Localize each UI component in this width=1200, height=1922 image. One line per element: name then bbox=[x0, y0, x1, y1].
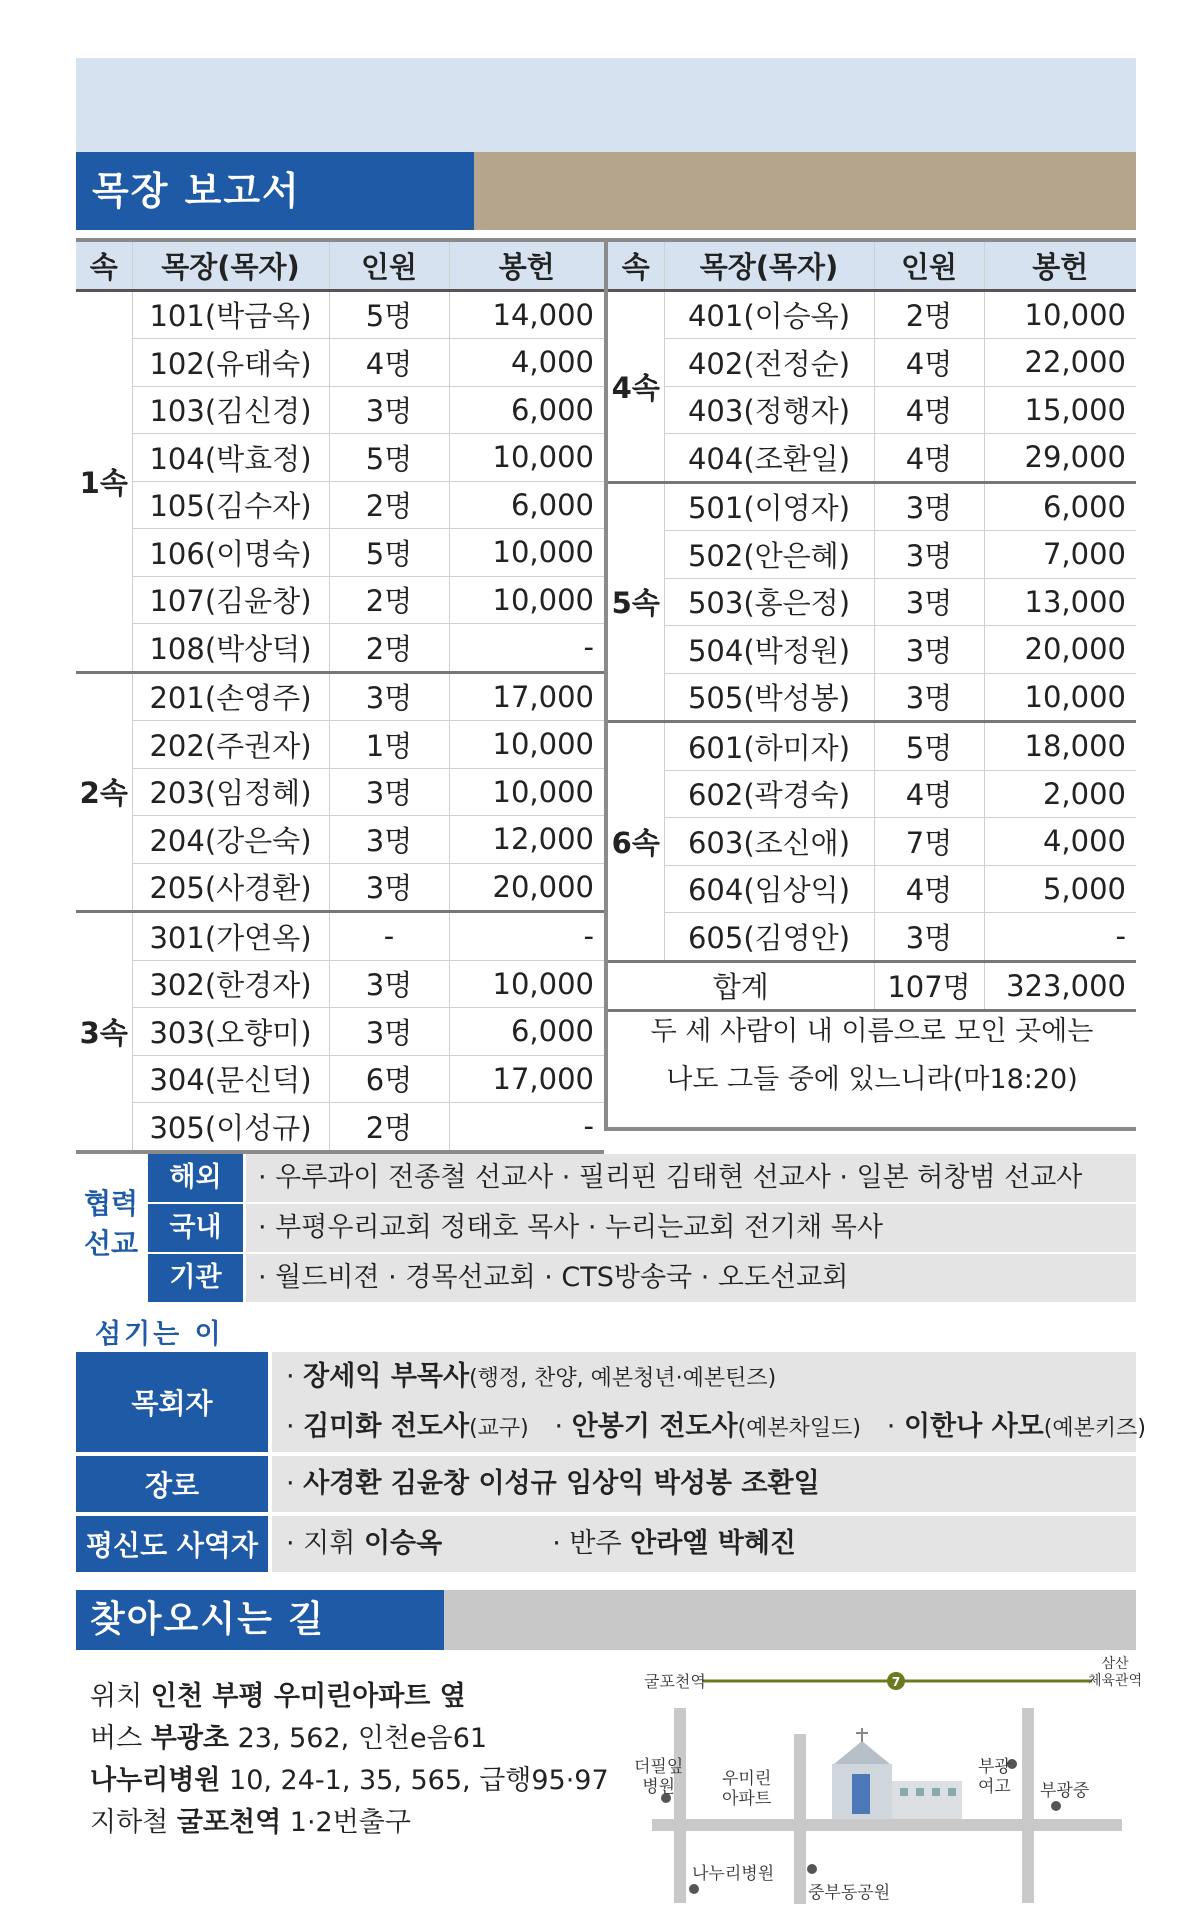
directions-bus bbox=[90, 1718, 609, 1760]
table-row bbox=[608, 818, 1136, 866]
mokjang-name: 301(가연옥) bbox=[132, 912, 329, 961]
directions-text bbox=[90, 1676, 609, 1844]
staff-row-lay bbox=[76, 1516, 1136, 1572]
table-row bbox=[76, 863, 604, 912]
mokjang-name: 404(조환일) bbox=[664, 434, 874, 483]
staff-label-pastors: 목회자 bbox=[76, 1352, 268, 1452]
mission-row-organization bbox=[148, 1254, 1136, 1302]
pastor-name: 장세익 부목사 bbox=[303, 1361, 470, 1392]
top-banner bbox=[76, 58, 1136, 154]
people-count: 3명 bbox=[329, 672, 449, 721]
offering-amount: 10,000 bbox=[449, 960, 604, 1008]
directions-title: 찾아오시는 길 bbox=[76, 1590, 444, 1650]
people-count: 3명 bbox=[874, 578, 984, 626]
mokjang-name: 102(유태숙) bbox=[132, 339, 329, 387]
report-table bbox=[76, 238, 1136, 1145]
people-count: 4명 bbox=[874, 386, 984, 434]
header-sok: 속 bbox=[608, 240, 664, 290]
offering-amount: 12,000 bbox=[449, 816, 604, 864]
map-label-hospital-park: 더필잎 병원 bbox=[634, 1757, 684, 1797]
map-station-right: 삼산 체육관역 bbox=[1088, 1656, 1143, 1689]
report-title-bar bbox=[76, 152, 1136, 230]
table-row bbox=[76, 339, 604, 387]
table-row bbox=[76, 576, 604, 624]
table-row bbox=[76, 624, 604, 673]
pastor-name: 안봉기 전도사 bbox=[571, 1411, 738, 1442]
road-east bbox=[1022, 1708, 1034, 1903]
mokjang-name: 304(문신덕) bbox=[132, 1055, 329, 1103]
directions-subway bbox=[90, 1802, 609, 1844]
report-title: 목장 보고서 bbox=[76, 152, 474, 230]
people-count: 3명 bbox=[874, 531, 984, 579]
mokjang-name: 501(이영자) bbox=[664, 482, 874, 531]
offering-amount: 18,000 bbox=[984, 722, 1136, 771]
map-label-girls-high: 부광 여고 bbox=[978, 1757, 1011, 1797]
mokjang-name: 505(박성봉) bbox=[664, 673, 874, 722]
table-row bbox=[76, 672, 604, 721]
people-count: 3명 bbox=[329, 863, 449, 912]
mokjang-name: 103(김신경) bbox=[132, 386, 329, 434]
mokjang-name: 403(정행자) bbox=[664, 386, 874, 434]
offering-amount: 5,000 bbox=[984, 865, 1136, 913]
subway-prefix: 지하철 bbox=[90, 1807, 169, 1838]
mission-row-label: 해외 bbox=[148, 1154, 243, 1202]
quote-line-2: 나도 그들 중에 있느니라(마18:20) bbox=[666, 1064, 1078, 1095]
offering-amount: 17,000 bbox=[449, 1055, 604, 1103]
poi-dot bbox=[1051, 1801, 1061, 1811]
mokjang-name: 106(이명숙) bbox=[132, 529, 329, 577]
offering-amount: 10,000 bbox=[449, 434, 604, 482]
scripture-quote bbox=[608, 986, 1136, 1131]
staff-row-pastors bbox=[76, 1352, 1146, 1452]
directions-location bbox=[90, 1676, 609, 1718]
table-row bbox=[608, 482, 1136, 531]
mokjang-name: 402(전정순) bbox=[664, 339, 874, 387]
table-row bbox=[608, 626, 1136, 674]
group-label: 4속 bbox=[608, 290, 664, 482]
map-label-nanuri: 나누리병원 bbox=[692, 1864, 775, 1884]
mokjang-name: 105(김수자) bbox=[132, 481, 329, 529]
mission-row-text: · 부평우리교회 정태호 목사 · 누리는교회 전기채 목사 bbox=[246, 1204, 1136, 1252]
line-7-number: 7 bbox=[891, 1675, 901, 1689]
people-count: 2명 bbox=[874, 290, 984, 339]
people-count: 5명 bbox=[329, 529, 449, 577]
people-count: 3명 bbox=[874, 482, 984, 531]
staff-lay: · 지휘 이승옥 · 반주 안라엘 박혜진 bbox=[272, 1516, 1136, 1572]
title-bar-accent bbox=[474, 152, 1136, 230]
pastor-name: 김미화 전도사 bbox=[303, 1411, 470, 1442]
staff-row-elders bbox=[76, 1456, 1136, 1512]
offering-amount: - bbox=[449, 624, 604, 673]
offering-amount: - bbox=[449, 1103, 604, 1152]
mission-row-text: · 우루과이 전종철 선교사 · 필리핀 김태현 선교사 · 일본 허창범 선교사 bbox=[246, 1154, 1136, 1202]
mokjang-name: 101(박금옥) bbox=[132, 290, 329, 339]
mokjang-name: 203(임정혜) bbox=[132, 768, 329, 816]
people-count: 6명 bbox=[329, 1055, 449, 1103]
mission-row-overseas bbox=[148, 1154, 1136, 1202]
bus-stop: 부광초 bbox=[150, 1723, 230, 1754]
mokjang-name: 605(김영안) bbox=[664, 913, 874, 962]
offering-amount: - bbox=[449, 912, 604, 961]
offering-amount: 7,000 bbox=[984, 531, 1136, 579]
bus-lines: 23, 562, 인천e음61 bbox=[237, 1723, 488, 1754]
table-row bbox=[608, 578, 1136, 626]
total-offering: 323,000 bbox=[984, 961, 1136, 1011]
header-people: 인원 bbox=[329, 240, 449, 290]
location-value: 인천 부평 우미린아파트 옆 bbox=[150, 1681, 466, 1712]
mokjang-name: 601(하미자) bbox=[664, 722, 874, 771]
pastor-role: (교구) bbox=[469, 1416, 529, 1441]
road-south bbox=[652, 1819, 1122, 1831]
people-count: 3명 bbox=[329, 386, 449, 434]
people-count: 4명 bbox=[874, 434, 984, 483]
people-count: 2명 bbox=[329, 624, 449, 673]
table-row bbox=[76, 1055, 604, 1103]
mokjang-name: 401(이승옥) bbox=[664, 290, 874, 339]
staff-heading: 섬기는 이 bbox=[95, 1319, 224, 1350]
group-label: 6속 bbox=[608, 722, 664, 962]
table-row bbox=[608, 770, 1136, 818]
offering-amount: 14,000 bbox=[449, 290, 604, 339]
mission-label-line-1: 협력 bbox=[83, 1187, 139, 1220]
offering-amount: 10,000 bbox=[449, 768, 604, 816]
map-label-park: 중부동공원 bbox=[808, 1883, 891, 1903]
people-count: 3명 bbox=[329, 816, 449, 864]
people-count: - bbox=[329, 912, 449, 961]
mokjang-name: 205(사경환) bbox=[132, 863, 329, 912]
pastor-role: (행정, 찬양, 예본청년·예본틴즈) bbox=[469, 1366, 777, 1391]
mokjang-name: 104(박효정) bbox=[132, 434, 329, 482]
people-count: 4명 bbox=[874, 865, 984, 913]
pastor-role: (예본차일드) bbox=[737, 1416, 862, 1441]
mission-partners bbox=[76, 1154, 1136, 1304]
report-table-right bbox=[608, 238, 1136, 1012]
mission-row-text: · 월드비젼 · 경목선교회 · CTS방송국 · 오도선교회 bbox=[246, 1254, 1136, 1302]
people-count: 5명 bbox=[329, 290, 449, 339]
table-row bbox=[608, 386, 1136, 434]
people-count: 3명 bbox=[874, 673, 984, 722]
bus-lines-2: 10, 24-1, 35, 565, 급행95·97 bbox=[229, 1765, 609, 1796]
staff-label-elders: 장로 bbox=[76, 1456, 268, 1512]
table-row bbox=[76, 529, 604, 577]
table-row bbox=[608, 913, 1136, 962]
offering-amount: 17,000 bbox=[449, 672, 604, 721]
mokjang-name: 303(오향미) bbox=[132, 1008, 329, 1056]
mokjang-name: 504(박정원) bbox=[664, 626, 874, 674]
mokjang-name: 202(주권자) bbox=[132, 721, 329, 769]
offering-amount: 10,000 bbox=[984, 673, 1136, 722]
mission-row-label: 국내 bbox=[148, 1204, 243, 1252]
people-count: 4명 bbox=[874, 339, 984, 387]
people-count: 2명 bbox=[329, 576, 449, 624]
map-label-apartment: 우미린 아파트 bbox=[722, 1769, 772, 1809]
staff-label-lay: 평신도 사역자 bbox=[76, 1516, 268, 1572]
people-count: 5명 bbox=[874, 722, 984, 771]
header-people: 인원 bbox=[874, 240, 984, 290]
table-row bbox=[76, 816, 604, 864]
mission-row-domestic bbox=[148, 1204, 1136, 1252]
map-label-middle-school: 부광중 bbox=[1040, 1781, 1090, 1801]
accomp-names: 안라엘 박혜진 bbox=[630, 1528, 797, 1559]
people-count: 3명 bbox=[329, 1008, 449, 1056]
staff-pastors: · 장세익 부목사(행정, 찬양, 예본청년·예본틴즈) · 김미화 전도사(교구) · 안봉기 전도사(예본차일드) · 이한나 사모(예본키즈) bbox=[272, 1352, 1136, 1452]
pastor-name: 이한나 사모 bbox=[903, 1411, 1044, 1442]
people-count: 7명 bbox=[874, 818, 984, 866]
table-row bbox=[76, 912, 604, 961]
table-row bbox=[76, 1103, 604, 1152]
group-label: 1속 bbox=[76, 290, 132, 672]
mokjang-name: 305(이성규) bbox=[132, 1103, 329, 1152]
quote-line-1: 두 세 사람이 내 이름으로 모인 곳에는 bbox=[650, 1016, 1094, 1047]
map-station-left: 굴포천역 bbox=[644, 1672, 706, 1691]
mokjang-name: 502(안은혜) bbox=[664, 531, 874, 579]
elder-names: 사경환 김윤창 이성규 임상익 박성봉 조환일 bbox=[303, 1468, 820, 1499]
church-building-icon bbox=[832, 1728, 962, 1819]
table-row bbox=[76, 386, 604, 434]
header-offering: 봉헌 bbox=[984, 240, 1136, 290]
people-count: 3명 bbox=[329, 960, 449, 1008]
total-label: 합계 bbox=[608, 961, 874, 1011]
mokjang-name: 302(한경자) bbox=[132, 960, 329, 1008]
table-row bbox=[608, 865, 1136, 913]
table-row bbox=[608, 673, 1136, 722]
header-offering: 봉헌 bbox=[449, 240, 604, 290]
subway-exit: 1·2번출구 bbox=[289, 1807, 411, 1838]
location-prefix: 위치 bbox=[90, 1681, 143, 1712]
road-west bbox=[674, 1708, 686, 1903]
poi-dot bbox=[807, 1864, 817, 1874]
people-count: 4명 bbox=[874, 770, 984, 818]
table-row bbox=[76, 721, 604, 769]
conductor-prefix: 지휘 bbox=[303, 1528, 356, 1559]
people-count: 5명 bbox=[329, 434, 449, 482]
group-label: 2속 bbox=[76, 672, 132, 912]
table-row bbox=[608, 290, 1136, 339]
table-row bbox=[608, 531, 1136, 579]
header-sok: 속 bbox=[76, 240, 132, 290]
people-count: 3명 bbox=[329, 768, 449, 816]
offering-amount: 20,000 bbox=[449, 863, 604, 912]
offering-amount: 15,000 bbox=[984, 386, 1136, 434]
offering-amount: 6,000 bbox=[449, 481, 604, 529]
people-count: 4명 bbox=[329, 339, 449, 387]
offering-amount: - bbox=[984, 913, 1136, 962]
mission-partners-label bbox=[76, 1184, 146, 1264]
table-row bbox=[76, 960, 604, 1008]
offering-amount: 20,000 bbox=[984, 626, 1136, 674]
mokjang-name: 604(임상익) bbox=[664, 865, 874, 913]
mokjang-name: 602(곽경숙) bbox=[664, 770, 874, 818]
header-mokjang: 목장(목자) bbox=[664, 240, 874, 290]
offering-amount: 6,000 bbox=[449, 386, 604, 434]
mission-row-label: 기관 bbox=[148, 1254, 243, 1302]
people-count: 2명 bbox=[329, 1103, 449, 1152]
header-mokjang: 목장(목자) bbox=[132, 240, 329, 290]
offering-amount: 29,000 bbox=[984, 434, 1136, 483]
bus-prefix: 버스 bbox=[90, 1723, 143, 1754]
poi-dot bbox=[689, 1884, 699, 1894]
bus-stop-2: 나누리병원 bbox=[90, 1765, 221, 1796]
mission-label-line-2: 선교 bbox=[83, 1227, 139, 1260]
offering-amount: 10,000 bbox=[449, 721, 604, 769]
offering-amount: 10,000 bbox=[984, 290, 1136, 339]
table-row bbox=[76, 290, 604, 339]
conductor-name: 이승옥 bbox=[363, 1528, 443, 1559]
offering-amount: 6,000 bbox=[449, 1008, 604, 1056]
table-row bbox=[608, 434, 1136, 483]
offering-amount: 6,000 bbox=[984, 482, 1136, 531]
people-count: 3명 bbox=[874, 913, 984, 962]
offering-amount: 10,000 bbox=[449, 576, 604, 624]
directions-title-accent bbox=[444, 1590, 1136, 1650]
table-row bbox=[76, 434, 604, 482]
offering-amount: 22,000 bbox=[984, 339, 1136, 387]
mokjang-name: 503(홍은정) bbox=[664, 578, 874, 626]
subway-stop: 굴포천역 bbox=[176, 1807, 282, 1838]
staff-elders: · 사경환 김윤창 이성규 임상익 박성봉 조환일 bbox=[272, 1456, 1136, 1512]
group-label: 5속 bbox=[608, 482, 664, 722]
directions-bus-2 bbox=[90, 1760, 609, 1802]
mokjang-name: 107(김윤창) bbox=[132, 576, 329, 624]
people-count: 2명 bbox=[329, 481, 449, 529]
mokjang-name: 603(조신애) bbox=[664, 818, 874, 866]
offering-amount: 13,000 bbox=[984, 578, 1136, 626]
report-table-left bbox=[76, 238, 604, 1154]
mokjang-name: 201(손영주) bbox=[132, 672, 329, 721]
table-row bbox=[76, 768, 604, 816]
offering-amount: 4,000 bbox=[984, 818, 1136, 866]
group-label: 3속 bbox=[76, 912, 132, 1152]
people-count: 1명 bbox=[329, 721, 449, 769]
accomp-prefix: 반주 bbox=[569, 1528, 622, 1559]
table-row bbox=[608, 722, 1136, 771]
table-row bbox=[76, 1008, 604, 1056]
offering-amount: 10,000 bbox=[449, 529, 604, 577]
total-people: 107명 bbox=[874, 961, 984, 1011]
location-map bbox=[622, 1656, 1143, 1906]
mokjang-name: 204(강은숙) bbox=[132, 816, 329, 864]
offering-amount: 2,000 bbox=[984, 770, 1136, 818]
mokjang-name: 108(박상덕) bbox=[132, 624, 329, 673]
pastor-role: (예본키즈) bbox=[1043, 1416, 1146, 1441]
offering-amount: 4,000 bbox=[449, 339, 604, 387]
people-count: 3명 bbox=[874, 626, 984, 674]
table-row bbox=[76, 481, 604, 529]
table-row bbox=[608, 339, 1136, 387]
directions-title-bar bbox=[76, 1590, 1136, 1650]
